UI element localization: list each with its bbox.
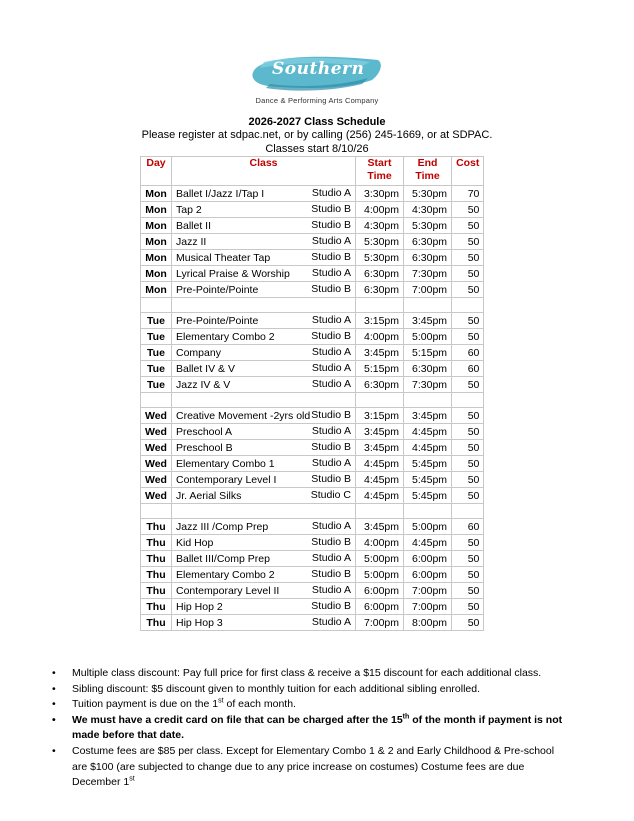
cost-cell: 60 (452, 519, 484, 535)
end-time-cell: 6:30pm (404, 234, 452, 250)
class-name: Lyrical Praise & Worship (176, 267, 290, 280)
empty-cell (452, 393, 484, 408)
day-cell: Wed (141, 456, 172, 472)
end-time-cell: 7:00pm (404, 282, 452, 298)
start-time-cell: 4:45pm (356, 456, 404, 472)
class-name: Jazz III /Comp Prep (176, 520, 269, 533)
note-credit-card: • We must have a credit card on file that can be charged after the 15th of the month if payment is not made before that date. (52, 713, 563, 742)
table-row (141, 266, 484, 282)
table-header-row (141, 157, 484, 186)
col-start: Start Time (356, 157, 404, 186)
studio-name: Studio B (311, 330, 351, 342)
studio-name: Studio B (311, 409, 351, 421)
start-time-cell: 3:45pm (356, 345, 404, 361)
start-time-cell: 5:00pm (356, 567, 404, 583)
table-row (141, 186, 484, 202)
class-name: Contemporary Level II (176, 584, 280, 597)
start-time-cell: 3:45pm (356, 424, 404, 440)
class-cell (172, 551, 356, 567)
day-cell: Mon (141, 250, 172, 266)
start-time-cell: 3:15pm (356, 408, 404, 424)
empty-cell (404, 504, 452, 519)
end-time-cell: 7:30pm (404, 266, 452, 282)
table-row (141, 615, 484, 631)
end-time-cell: 5:45pm (404, 472, 452, 488)
class-cell (172, 424, 356, 440)
day-cell: Tue (141, 377, 172, 393)
end-time-cell: 5:00pm (404, 519, 452, 535)
class-cell (172, 282, 356, 298)
start-time-cell: 4:45pm (356, 488, 404, 504)
studio-name: Studio A (311, 378, 351, 390)
empty-cell (356, 298, 404, 313)
start-time-cell: 4:30pm (356, 218, 404, 234)
table-row (141, 313, 484, 329)
empty-cell (404, 298, 452, 313)
end-time-cell: 5:30pm (404, 218, 452, 234)
class-name: Pre-Pointe/Pointe (176, 314, 259, 327)
cost-cell: 50 (452, 472, 484, 488)
classes-start: Classes start 8/10/26 (265, 143, 369, 155)
studio-name: Studio B (311, 203, 351, 215)
empty-cell (141, 504, 172, 519)
start-time-cell: 4:00pm (356, 535, 404, 551)
day-cell: Thu (141, 567, 172, 583)
class-name: Jr. Aerial Silks (176, 489, 242, 502)
start-time-cell: 3:45pm (356, 519, 404, 535)
start-time-cell: 5:00pm (356, 551, 404, 567)
start-time-cell: 5:30pm (356, 250, 404, 266)
class-cell (172, 202, 356, 218)
day-cell: Mon (141, 218, 172, 234)
table-row (141, 472, 484, 488)
table-row (141, 345, 484, 361)
cost-cell: 50 (452, 234, 484, 250)
end-time-cell: 3:45pm (404, 313, 452, 329)
day-cell: Wed (141, 440, 172, 456)
class-cell (172, 583, 356, 599)
table-row (141, 424, 484, 440)
empty-cell (172, 393, 356, 408)
cost-cell: 60 (452, 361, 484, 377)
studio-name: Studio B (311, 283, 351, 295)
cost-cell: 50 (452, 266, 484, 282)
empty-cell (452, 298, 484, 313)
empty-cell (141, 298, 172, 313)
day-cell: Thu (141, 615, 172, 631)
table-row (141, 551, 484, 567)
cost-cell: 50 (452, 535, 484, 551)
class-name: Musical Theater Tap (176, 251, 271, 264)
studio-name: Studio B (311, 219, 351, 231)
table-separator-row (141, 393, 484, 408)
table-row (141, 599, 484, 615)
end-time-cell: 7:00pm (404, 599, 452, 615)
start-time-cell: 4:45pm (356, 472, 404, 488)
col-class: Class (172, 157, 356, 186)
class-cell (172, 535, 356, 551)
class-name: Contemporary Level I (176, 473, 277, 486)
cost-cell: 50 (452, 615, 484, 631)
end-time-cell: 8:00pm (404, 615, 452, 631)
start-time-cell: 6:00pm (356, 583, 404, 599)
cost-cell: 50 (452, 329, 484, 345)
class-cell (172, 186, 356, 202)
day-cell: Wed (141, 424, 172, 440)
schedule-title: 2026-2027 Class Schedule (248, 116, 386, 128)
cost-cell: 50 (452, 599, 484, 615)
notes-list (52, 666, 572, 791)
note-tuition-due: • Tuition payment is due on the 1st of each month. (52, 697, 296, 711)
start-time-cell: 6:30pm (356, 266, 404, 282)
day-cell: Wed (141, 408, 172, 424)
studio-name: Studio A (311, 552, 351, 564)
studio-name: Studio B (311, 568, 351, 580)
studio-name: Studio A (311, 187, 351, 199)
class-name: Tap 2 (176, 203, 202, 216)
class-name: Ballet II (176, 219, 212, 232)
studio-name: Studio A (311, 520, 351, 532)
cost-cell: 50 (452, 488, 484, 504)
start-time-cell: 5:15pm (356, 361, 404, 377)
studio-name: Studio A (311, 457, 351, 469)
class-cell (172, 615, 356, 631)
col-cost: Cost (452, 157, 484, 186)
class-cell (172, 377, 356, 393)
class-cell (172, 250, 356, 266)
class-name: Hip Hop 2 (176, 600, 223, 613)
class-name: Company (176, 346, 221, 359)
end-time-cell: 3:45pm (404, 408, 452, 424)
day-cell: Tue (141, 345, 172, 361)
class-name: Jazz II (176, 235, 207, 248)
empty-cell (404, 393, 452, 408)
studio-name: Studio A (311, 425, 351, 437)
empty-cell (356, 504, 404, 519)
cost-cell: 50 (452, 551, 484, 567)
class-cell (172, 519, 356, 535)
cost-cell: 60 (452, 345, 484, 361)
table-body (141, 186, 484, 631)
class-name: Preschool A (176, 425, 233, 438)
table-row (141, 456, 484, 472)
studio-name: Studio A (311, 235, 351, 247)
col-day: Day (141, 157, 172, 186)
day-cell: Mon (141, 186, 172, 202)
cost-cell: 50 (452, 583, 484, 599)
class-cell (172, 408, 356, 424)
class-name: Creative Movement -2yrs old (176, 409, 311, 422)
studio-name: Studio A (311, 314, 351, 326)
schedule-table (140, 156, 484, 631)
day-cell: Thu (141, 583, 172, 599)
table-separator-row (141, 298, 484, 313)
class-name: Hip Hop 3 (176, 616, 223, 629)
studio-name: Studio B (311, 600, 351, 612)
col-end: End Time (404, 157, 452, 186)
studio-name: Studio B (311, 536, 351, 548)
note-sibling-discount: • Sibling discount: $5 discount given to monthly tuition for each additional sibling enrolled. (52, 682, 481, 695)
cost-cell: 50 (452, 313, 484, 329)
empty-cell (452, 504, 484, 519)
day-cell: Tue (141, 361, 172, 377)
cost-cell: 50 (452, 567, 484, 583)
table-row (141, 583, 484, 599)
table-row (141, 567, 484, 583)
class-cell (172, 361, 356, 377)
start-time-cell: 3:15pm (356, 313, 404, 329)
start-time-cell: 7:00pm (356, 615, 404, 631)
end-time-cell: 5:45pm (404, 456, 452, 472)
class-name: Ballet III/Comp Prep (176, 552, 270, 565)
class-name: Preschool B (176, 441, 233, 454)
table-row (141, 282, 484, 298)
studio-name: Studio A (311, 584, 351, 596)
class-name: Pre-Pointe/Pointe (176, 283, 259, 296)
class-cell (172, 218, 356, 234)
class-cell (172, 456, 356, 472)
day-cell: Mon (141, 234, 172, 250)
end-time-cell: 6:30pm (404, 361, 452, 377)
day-cell: Wed (141, 472, 172, 488)
start-time-cell: 4:00pm (356, 329, 404, 345)
note-costume-fees: • Costume fees are $85 per class. Except for Elementary Combo 1 & 2 and Early Childhood & Pre-school are $100 (are subjected to change due to any price increase on costumes) Costume fees are due December 1st (52, 744, 555, 789)
table-row (141, 234, 484, 250)
day-cell: Mon (141, 266, 172, 282)
day-cell: Thu (141, 551, 172, 567)
empty-cell (356, 393, 404, 408)
day-cell: Thu (141, 599, 172, 615)
cost-cell: 50 (452, 250, 484, 266)
end-time-cell: 5:15pm (404, 345, 452, 361)
class-cell (172, 488, 356, 504)
empty-cell (172, 504, 356, 519)
end-time-cell: 5:00pm (404, 329, 452, 345)
class-name: Elementary Combo 2 (176, 568, 275, 581)
studio-name: Studio A (311, 346, 351, 358)
end-time-cell: 4:45pm (404, 535, 452, 551)
studio-name: Studio A (311, 362, 351, 374)
cost-cell: 70 (452, 186, 484, 202)
cost-cell: 50 (452, 440, 484, 456)
class-cell (172, 329, 356, 345)
table-row (141, 361, 484, 377)
class-name: Kid Hop (176, 536, 214, 549)
end-time-cell: 7:00pm (404, 583, 452, 599)
class-cell (172, 599, 356, 615)
table-row (141, 218, 484, 234)
class-name: Jazz IV & V (176, 378, 231, 391)
start-time-cell: 6:00pm (356, 599, 404, 615)
logo-word: Southern (272, 59, 365, 79)
start-time-cell: 5:30pm (356, 234, 404, 250)
start-time-cell: 3:30pm (356, 186, 404, 202)
class-cell (172, 567, 356, 583)
studio-name: Studio B (311, 251, 351, 263)
end-time-cell: 5:45pm (404, 488, 452, 504)
empty-cell (172, 298, 356, 313)
end-time-cell: 7:30pm (404, 377, 452, 393)
class-name: Elementary Combo 2 (176, 330, 275, 343)
studio-name: Studio C (310, 489, 351, 501)
day-cell: Wed (141, 488, 172, 504)
day-cell: Tue (141, 313, 172, 329)
register-info: Please register at sdpac.net, or by calling (256) 245-1669, or at SDPAC. (141, 129, 493, 141)
start-time-cell: 6:30pm (356, 282, 404, 298)
end-time-cell: 4:45pm (404, 424, 452, 440)
cost-cell: 50 (452, 218, 484, 234)
end-time-cell: 6:00pm (404, 567, 452, 583)
table-row (141, 519, 484, 535)
start-time-cell: 6:30pm (356, 377, 404, 393)
studio-name: Studio B (311, 441, 351, 453)
day-cell: Tue (141, 329, 172, 345)
cost-cell: 50 (452, 202, 484, 218)
table-row (141, 535, 484, 551)
end-time-cell: 6:30pm (404, 250, 452, 266)
day-cell: Thu (141, 535, 172, 551)
class-cell (172, 472, 356, 488)
end-time-cell: 5:30pm (404, 186, 452, 202)
cost-cell: 50 (452, 282, 484, 298)
cost-cell: 50 (452, 377, 484, 393)
class-cell (172, 313, 356, 329)
table-row (141, 377, 484, 393)
studio-name: Studio B (311, 473, 351, 485)
cost-cell: 50 (452, 456, 484, 472)
studio-name: Studio A (311, 267, 351, 279)
class-cell (172, 266, 356, 282)
class-name: Ballet I/Jazz I/Tap I (176, 187, 265, 200)
class-name: Ballet IV & V (176, 362, 235, 375)
logo-subtitle: Dance & Performing Arts Company (255, 96, 379, 105)
class-cell (172, 345, 356, 361)
end-time-cell: 4:45pm (404, 440, 452, 456)
note-multiple-discount: • Multiple class discount: Pay full price for first class & receive a $15 discount for each additional class. (52, 667, 542, 679)
end-time-cell: 6:00pm (404, 551, 452, 567)
table-row (141, 202, 484, 218)
table-separator-row (141, 504, 484, 519)
day-cell: Mon (141, 282, 172, 298)
cost-cell: 50 (452, 408, 484, 424)
table-row (141, 250, 484, 266)
class-name: Elementary Combo 1 (176, 457, 275, 470)
class-cell (172, 440, 356, 456)
table-row (141, 408, 484, 424)
start-time-cell: 3:45pm (356, 440, 404, 456)
studio-name: Studio A (311, 616, 351, 628)
table-row (141, 329, 484, 345)
end-time-cell: 4:30pm (404, 202, 452, 218)
day-cell: Thu (141, 519, 172, 535)
start-time-cell: 4:00pm (356, 202, 404, 218)
day-cell: Mon (141, 202, 172, 218)
class-cell (172, 234, 356, 250)
table-row (141, 440, 484, 456)
cost-cell: 50 (452, 424, 484, 440)
empty-cell (141, 393, 172, 408)
table-row (141, 488, 484, 504)
